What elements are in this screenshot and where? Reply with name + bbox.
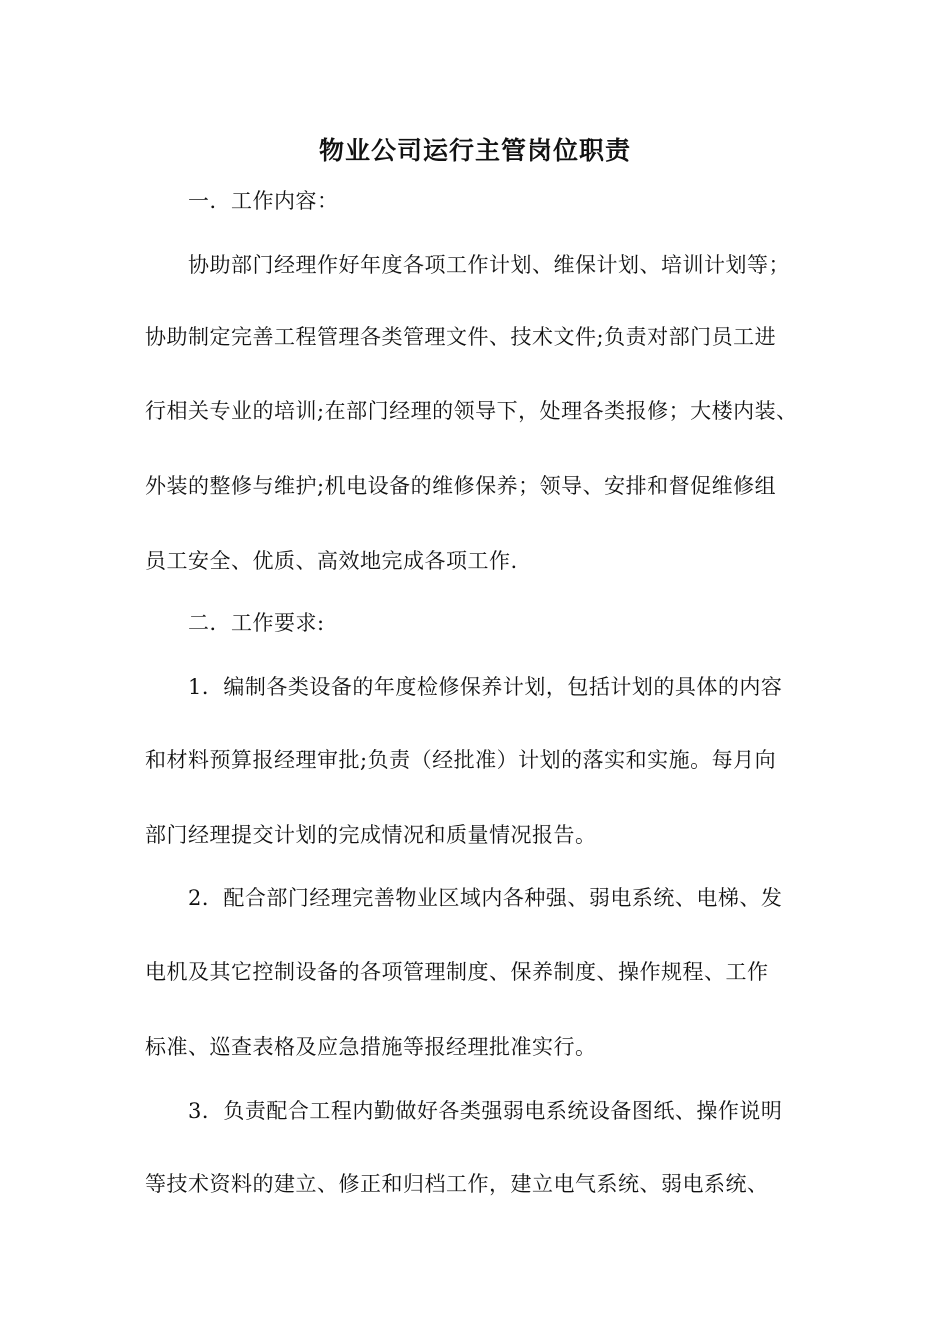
paragraph-line: 3．负责配合工程内勤做好各类强弱电系统设备图纸、操作说明 xyxy=(188,1099,783,1123)
paragraph-line: 电机及其它控制设备的各项管理制度、保养制度、操作规程、工作 xyxy=(145,960,769,984)
paragraph-line: 和材料预算报经理审批;负责（经批准）计划的落实和实施。每月向 xyxy=(145,748,777,772)
paragraph-line: 员工安全、优质、高效地完成各项工作. xyxy=(145,549,518,573)
paragraph-line: 外装的整修与维护;机电设备的维修保养；领导、安排和督促维修组 xyxy=(145,474,777,498)
paragraph-line: 等技术资料的建立、修正和归档工作，建立电气系统、弱电系统、 xyxy=(145,1172,769,1196)
paragraph-line: 协助制定完善工程管理各类管理文件、技术文件;负责对部门员工进 xyxy=(145,325,777,349)
paragraph-line: 2．配合部门经理完善物业区域内各种强、弱电系统、电梯、发 xyxy=(188,886,783,910)
document-title: 物业公司运行主管岗位职责 xyxy=(318,136,631,165)
paragraph-line: 行相关专业的培训;在部门经理的领导下，处理各类报修；大楼内装、 xyxy=(145,399,798,423)
paragraph-line: 部门经理提交计划的完成情况和质量情况报告。 xyxy=(145,823,597,847)
section-heading-work-content: 一．工作内容： xyxy=(188,189,339,213)
section-heading-work-requirements: 二．工作要求: xyxy=(188,611,325,635)
paragraph-line: 标准、巡查表格及应急措施等报经理批准实行。 xyxy=(145,1035,597,1059)
paragraph-line: 协助部门经理作好年度各项工作计划、维保计划、培训计划等； xyxy=(188,253,790,277)
paragraph-line: 1．编制各类设备的年度检修保养计划，包括计划的具体的内容 xyxy=(188,675,783,699)
